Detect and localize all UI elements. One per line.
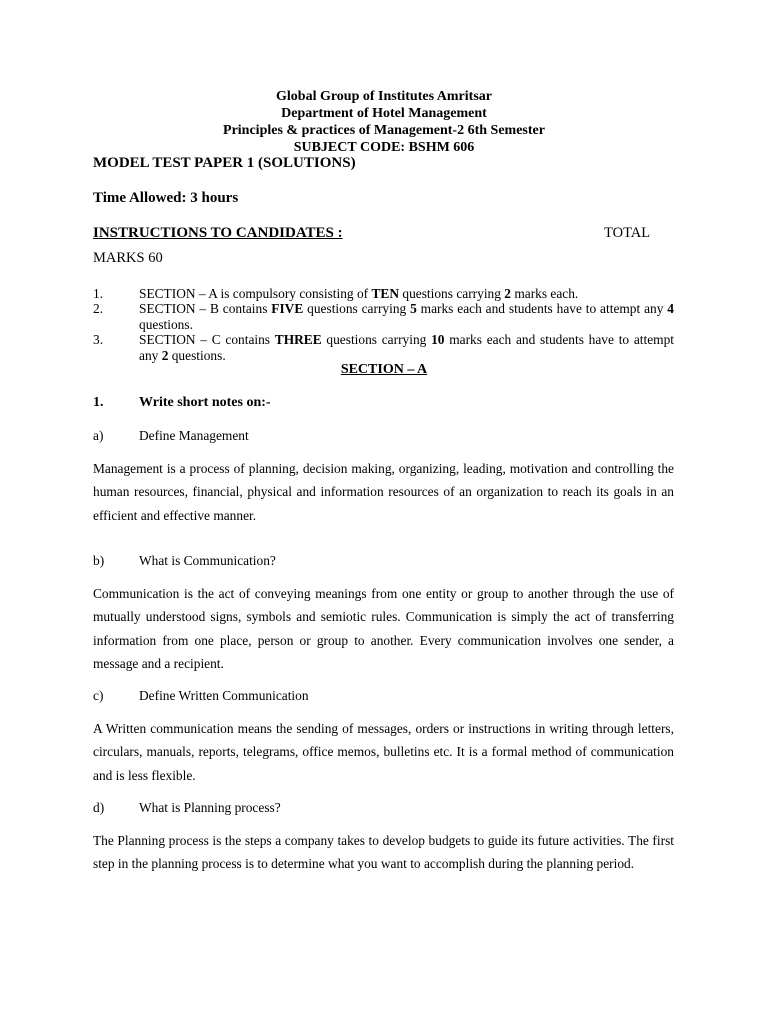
instruction-number: 3.	[93, 332, 104, 347]
item-letter: d)	[93, 800, 105, 815]
item-title: Define Management	[139, 428, 249, 443]
total-marks: MARKS 60	[93, 250, 163, 266]
question-number: 1.	[93, 395, 104, 410]
section-heading: SECTION – A	[340, 362, 428, 377]
instruction-number: 1.	[93, 286, 104, 301]
item-answer: A Written communication means the sending of messages, orders or instructions in writing through letters, circulars, manuals, reports, telegrams, office memos, bulletins etc. It is a formal method of communication and is less flexible.	[93, 721, 674, 783]
subject-code: SUBJECT CODE: BSHM 606	[293, 140, 475, 155]
course-title: Principles & practices of Management-2 6th Semester	[223, 123, 545, 138]
instruction-item: SECTION – C contains THREE questions carrying 10 marks each and students have to attempt any 2 questions.	[139, 332, 675, 363]
instruction-number: 2.	[93, 301, 104, 316]
item-letter: c)	[93, 688, 104, 703]
item-answer: Communication is the act of conveying meanings from one entity or group to another through the use of mutually understood signs, symbols and semiotic rules. Communication is simply the act of transferring information from one place, person or group to another. Every communication involves one sender, a message and a recipient.	[93, 586, 674, 672]
instructions-heading: INSTRUCTIONS TO CANDIDATES :	[93, 225, 343, 241]
item-title: What is Planning process?	[139, 800, 281, 815]
institute-name: Global Group of Institutes Amritsar	[276, 89, 492, 104]
item-answer: Management is a process of planning, decision making, organizing, leading, motivation and controlling the human resources, financial, physical and information resources of an organization to reach its goals in an efficient and effective manner.	[93, 461, 674, 523]
item-letter: b)	[93, 553, 105, 568]
item-title: What is Communication?	[139, 553, 276, 568]
item-answer: The Planning process is the steps a company takes to develop budgets to guide its future activities. The first step in the planning process is to determine what you want to accomplish during the planning period.	[93, 833, 674, 872]
department-name: Department of Hotel Management	[281, 106, 487, 121]
total-label: TOTAL	[604, 225, 651, 241]
item-title: Define Written Communication	[139, 688, 309, 703]
paper-title: MODEL TEST PAPER 1 (SOLUTIONS)	[93, 155, 356, 171]
item-letter: a)	[93, 428, 104, 443]
instruction-item: SECTION – A is compulsory consisting of TEN questions carrying 2 marks each.	[139, 286, 579, 301]
question-text: Write short notes on:-	[139, 395, 271, 410]
instruction-item: SECTION – B contains FIVE questions carrying 5 marks each and students have to attempt any 4 questions.	[139, 301, 674, 332]
time-allowed: Time Allowed: 3 hours	[93, 190, 239, 206]
